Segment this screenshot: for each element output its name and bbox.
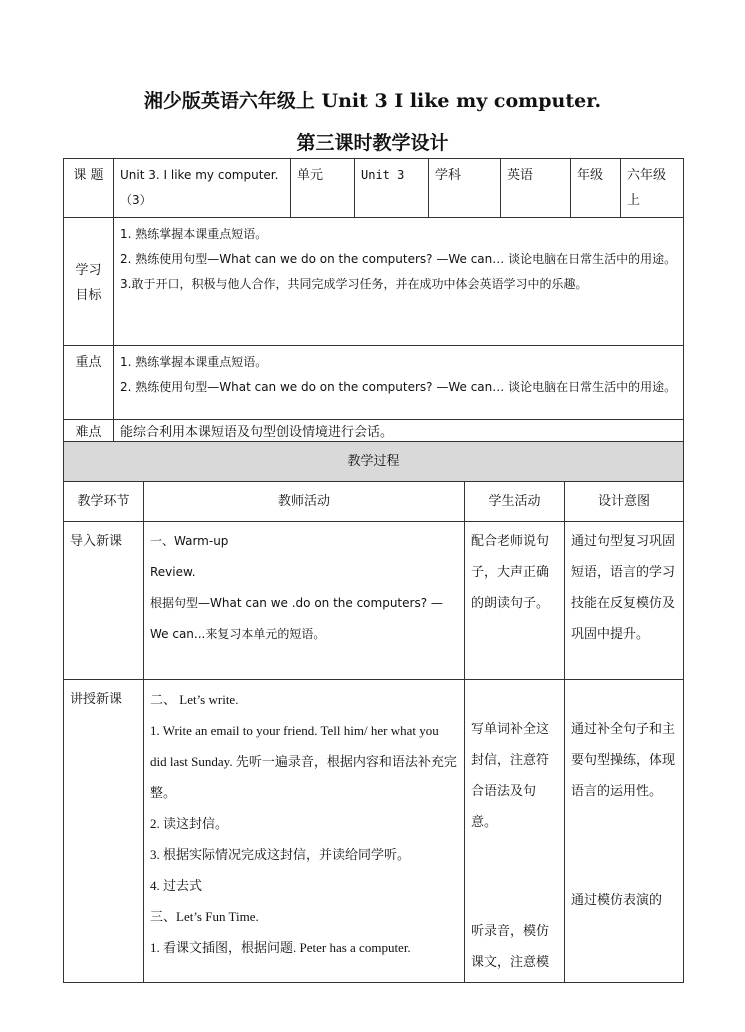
teacher-line: 三、Let’s Fun Time. bbox=[150, 909, 259, 924]
key-points-content bbox=[114, 346, 684, 420]
student-cell: 配合老师说句子，大声正确的朗读句子。 bbox=[465, 522, 565, 680]
intent-cell: 通过句型复习巩固短语，语言的学习技能在反复模仿及巩固中提升。 bbox=[565, 522, 684, 680]
objective-item: 1. 熟练掌握本课重点短语。 bbox=[120, 227, 268, 241]
process-title: 教学过程 bbox=[64, 442, 684, 482]
teacher-line: 3. 根据实际情况完成这封信，并读给同学听。 bbox=[150, 847, 411, 862]
difficulty-text: 能综合利用本课短语及句型创设情境进行会话。 bbox=[114, 420, 684, 448]
key-point-item: 1. 熟练掌握本课重点短语。 bbox=[120, 355, 268, 369]
objectives-label: 学习目标 bbox=[64, 218, 114, 346]
student-text: 听录音，模仿课文，注意模 bbox=[471, 924, 550, 970]
stage-cell: 导入新课 bbox=[64, 522, 144, 680]
objective-item: 3.敢于开口，积极与他人合作，共同完成学习任务，并在成功中体会英语学习中的乐趣。 bbox=[120, 277, 588, 291]
difficulty-label: 难点 bbox=[64, 420, 114, 448]
unit-label: 单元 bbox=[291, 159, 355, 218]
teacher-cell bbox=[144, 522, 465, 680]
objective-item: 2. 熟练使用句型—What can we do on the computers? —We can… 谈论电脑在日常生活中的用途。 bbox=[120, 252, 677, 266]
header-student: 学生活动 bbox=[465, 482, 565, 522]
grade-label: 年级 bbox=[571, 159, 621, 218]
header-intent: 设计意图 bbox=[565, 482, 684, 522]
teacher-line: 1. Write an email to your friend. Tell him/ her what you did last Sunday. 先听一遍录音，根据内容和语法补充完整。 bbox=[150, 723, 457, 800]
teacher-line: 根据句型—What can we .do on the computers? —We can...来复习本单元的短语。 bbox=[150, 596, 443, 641]
subject-value: 英语 bbox=[501, 159, 571, 218]
info-table bbox=[63, 158, 684, 448]
grade-value: 六年级上 bbox=[621, 159, 684, 218]
unit-value: Unit 3 bbox=[355, 159, 429, 218]
student-cell bbox=[465, 680, 565, 983]
intent-text: 通过补全句子和主要句型操练，体现语言的运用性。 bbox=[571, 722, 676, 799]
student-text: 写单词补全这封信，注意符合语法及句意。 bbox=[471, 722, 550, 830]
objectives-content bbox=[114, 218, 684, 346]
header-teacher: 教师活动 bbox=[144, 482, 465, 522]
key-point-item: 2. 熟练使用句型—What can we do on the computers? —We can… 谈论电脑在日常生活中的用途。 bbox=[120, 380, 677, 394]
process-table bbox=[63, 441, 684, 983]
teacher-line: 一、Warm-up bbox=[150, 534, 229, 548]
teacher-cell bbox=[144, 680, 465, 983]
topic-value: Unit 3. I like my computer.（3） bbox=[114, 159, 291, 218]
teacher-line: 2. 读这封信。 bbox=[150, 816, 229, 831]
teacher-line: 1. 看课文插图，根据问题. Peter has a computer. bbox=[150, 940, 411, 955]
teacher-line: 二、 Let’s write. bbox=[150, 692, 239, 707]
intent-cell bbox=[565, 680, 684, 983]
doc-title-line2: 第三课时教学设计 bbox=[296, 132, 449, 154]
teacher-line: Review. bbox=[150, 565, 196, 579]
teacher-line: 4. 过去式 bbox=[150, 878, 203, 893]
key-points-label: 重点 bbox=[64, 346, 114, 420]
doc-title-line1: 湘少版英语六年级上 Unit 3 I like my computer. bbox=[143, 90, 602, 112]
intent-text: 通过模仿表演的 bbox=[571, 893, 663, 908]
stage-cell: 讲授新课 bbox=[64, 680, 144, 983]
subject-label: 学科 bbox=[429, 159, 501, 218]
topic-label: 课 题 bbox=[64, 159, 114, 218]
header-stage: 教学环节 bbox=[64, 482, 144, 522]
